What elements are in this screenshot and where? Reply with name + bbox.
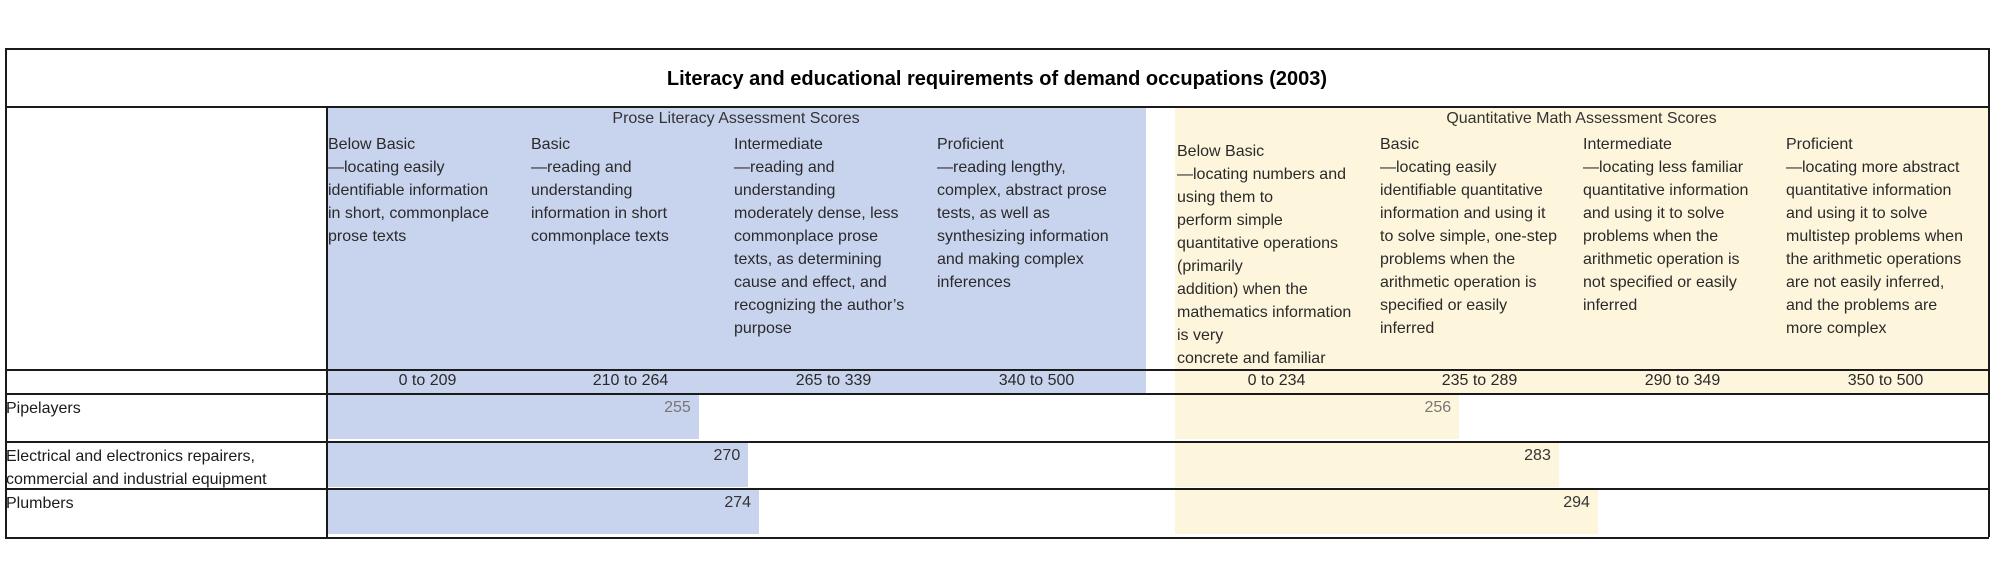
prose-range-3: 265 to 339: [795, 372, 872, 389]
occupation-label: Pipelayers: [6, 400, 81, 417]
quant-range-2: 235 to 289: [1441, 372, 1518, 389]
grid-line-vertical: [5, 48, 7, 537]
quant-level-3-description: —locating less familiar quantitative information and using it to solve problems when the arithmetic operation is not specified or easily inferred: [1583, 159, 1749, 314]
quant-level-4-description: —locating more abstract quantitative information and using it to solve multistep problems when the arithmetic operations are not easily inferred, and the problems are more complex: [1786, 159, 1963, 337]
table-title: Literacy and educational requirements of demand occupations (2003): [666, 67, 1328, 90]
quant-range-3: 290 to 349: [1644, 372, 1721, 389]
quant-level-2-name: Basic: [1380, 136, 1420, 153]
quant-score-value: 256: [1424, 399, 1452, 416]
prose-score-value: 255: [664, 399, 691, 416]
grid-line-horizontal: [5, 106, 1989, 108]
prose-score-value: 274: [724, 494, 752, 511]
grid-line-horizontal: [5, 537, 1989, 539]
quant-level-1-name: Below Basic: [1177, 143, 1265, 160]
prose-range-4: 340 to 500: [998, 372, 1075, 389]
grid-line-horizontal: [5, 393, 1989, 395]
prose-level-4-name: Proficient: [937, 136, 1004, 153]
prose-range-1: 0 to 209: [398, 372, 457, 389]
prose-range-2: 210 to 264: [592, 372, 669, 389]
quant-level-3-name: Intermediate: [1583, 136, 1672, 153]
grid-line-horizontal: [5, 48, 1989, 50]
prose-level-3-name: Intermediate: [734, 136, 823, 153]
grid-line-vertical: [326, 106, 328, 537]
occupation-label: Plumbers: [6, 495, 74, 512]
prose-level-4-description: —reading lengthy, complex, abstract prose tests, as well as synthesizing information and making complex inferences: [937, 159, 1109, 291]
occupation-label: Electrical and electronics repairers, commercial and industrial equipment: [6, 448, 267, 488]
quant-score-value: 294: [1563, 494, 1590, 511]
prose-score-value: 270: [713, 447, 741, 464]
quant-score-value: 283: [1524, 447, 1551, 464]
grid-line-horizontal: [5, 488, 1989, 490]
quant-range-4: 350 to 500: [1847, 372, 1924, 389]
quant-level-4-name: Proficient: [1786, 136, 1853, 153]
grid-line-horizontal: [5, 369, 1989, 371]
prose-level-1-name: Below Basic: [328, 136, 416, 153]
prose-level-2-description: —reading and understanding information in short commonplace texts: [531, 159, 669, 245]
grid-line-horizontal: [5, 441, 1989, 443]
quant-range-1: 0 to 234: [1247, 372, 1306, 389]
quant-group-header: Quantitative Math Assessment Scores: [1446, 109, 1717, 127]
quant-level-2-description: —locating easily identifiable quantitative information and using it to solve simple, one-step problems when the arithmetic operation is specified or easily inferred: [1380, 159, 1557, 337]
prose-level-3-description: —reading and understanding moderately dense, less commonplace prose texts, as determining cause and effect, and recognizing the author’s purpose: [734, 159, 905, 337]
quant-level-1-description: —locating numbers and using them to perform simple quantitative operations (primarily addition) when the mathematics information is very concrete and familiar: [1177, 166, 1352, 367]
prose-level-2-name: Basic: [531, 136, 571, 153]
prose-level-1-description: —locating easily identifiable information in short, commonplace prose texts: [328, 159, 489, 245]
prose-group-header: Prose Literacy Assessment Scores: [612, 109, 860, 127]
